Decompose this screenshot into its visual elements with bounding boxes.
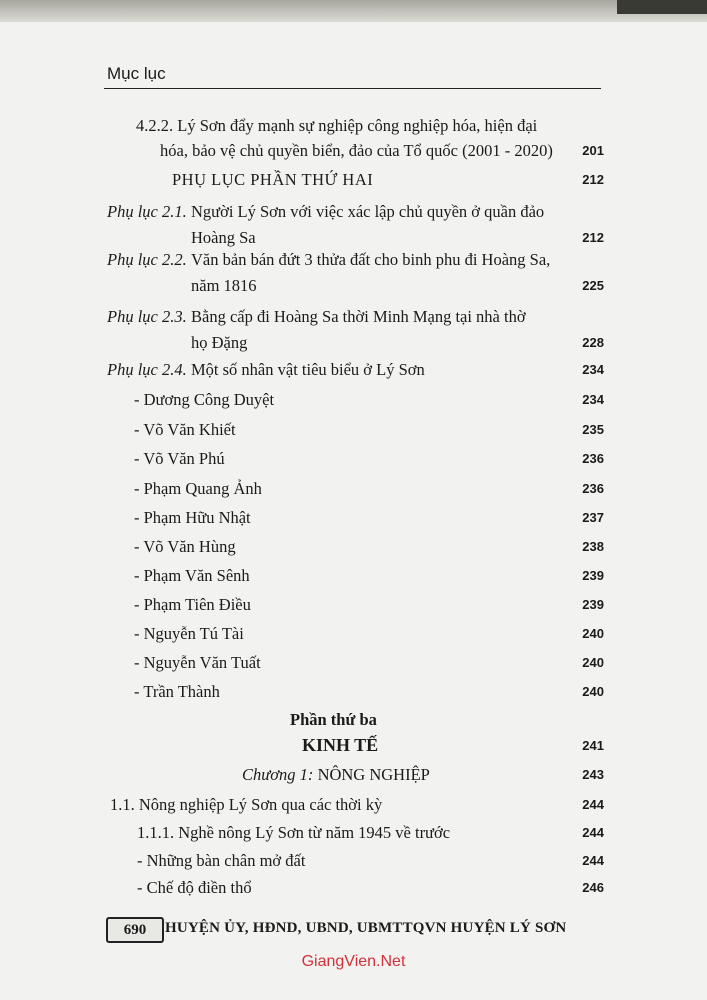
toc-page-number: 236 [582,451,604,466]
page-number-badge: 690 [106,917,164,943]
toc-page-number: 228 [582,335,604,350]
toc-entry-text: NÔNG NGHIỆP [313,765,430,784]
page-header-title: Mục lục [107,64,166,83]
toc-entry-text: PHỤ LỤC PHẦN THỨ HAI [172,170,374,189]
toc-entry-label: Phụ lục 2.3. [107,307,187,326]
toc-entry-text: - Dương Công Duyệt [134,390,275,409]
toc-entry-text: Bằng cấp đi Hoàng Sa thời Minh Mạng tại nhà thờ [191,307,526,326]
toc-entry-text: - Nguyễn Văn Tuất [134,653,261,672]
toc-page-number: 246 [582,880,604,895]
toc-entry-text: - Võ Văn Phú [134,449,225,468]
toc-page-number: 225 [582,278,604,293]
toc-entry-text: KINH TẾ [302,735,379,755]
toc-entry-text: - Phạm Văn Sênh [134,566,250,585]
toc-entry-label: Phụ lục 2.4. [107,360,187,379]
toc-entry-text: 1.1.1. Nghề nông Lý Sơn từ năm 1945 về trước [137,823,451,842]
toc-page-number: 237 [582,510,604,525]
toc-entry-text: Người Lý Sơn với việc xác lập chủ quyền ở quần đảo [191,202,545,221]
toc-page-number: 236 [582,481,604,496]
toc-entry-text: Hoàng Sa [191,228,256,247]
toc-page-number: 240 [582,684,604,699]
toc-page-number: 244 [582,853,604,868]
toc-entry-text: Phần thứ ba [290,710,377,729]
toc-entry-text: họ Đặng [191,333,248,352]
toc-page-number: 243 [582,767,604,782]
toc-entry-text: năm 1816 [191,276,257,295]
toc-entry-text: - Phạm Quang Ảnh [134,479,262,498]
toc-entry-text: 1.1. Nông nghiệp Lý Sơn qua các thời kỳ [110,795,383,814]
footer-title: HUYỆN ỦY, HĐND, UBND, UBMTTQVN HUYỆN LÝ SƠN [165,920,567,936]
toc-page-number: 244 [582,797,604,812]
header-divider [104,88,601,89]
toc-entry-text: - Những bàn chân mở đất [137,851,306,870]
toc-entry-text: - Nguyễn Tú Tài [134,624,244,643]
toc-page-number: 239 [582,568,604,583]
scan-top-edge [0,0,707,22]
toc-entry-label: Phụ lục 2.2. [107,250,187,269]
toc-entry-text: - Phạm Hữu Nhật [134,508,251,527]
toc-entry-text: 4.2.2. Lý Sơn đẩy mạnh sự nghiệp công nghiệp hóa, hiện đại [136,116,538,135]
toc-entry-label: Chương 1: [242,765,314,784]
toc-page-number: 234 [582,362,604,377]
toc-page-number: 201 [582,143,604,158]
toc-page-number: 244 [582,825,604,840]
watermark: GiangVien.Net [301,953,406,970]
toc-page-number: 238 [582,539,604,554]
toc-page-number: 241 [582,738,604,753]
toc-page-number: 240 [582,626,604,641]
toc-entry-text: - Võ Văn Hùng [134,537,236,556]
toc-entry-text: - Phạm Tiên Điều [134,595,251,614]
toc-entry-text: - Trần Thành [134,682,220,701]
toc-entry-text: Văn bản bán đứt 3 thửa đất cho binh phu đi Hoàng Sa, [191,250,551,269]
toc-entry-text: - Võ Văn Khiết [134,420,236,439]
toc-page-number: 212 [582,230,604,245]
toc-entry-text: - Chế độ điền thổ [137,878,252,897]
toc-page-number: 240 [582,655,604,670]
toc-entry-label: Phụ lục 2.1. [107,202,187,221]
toc-entry-text: hóa, bảo vệ chủ quyền biển, đảo của Tổ quốc (2001 - 2020) [160,141,553,160]
toc-page-number: 234 [582,392,604,407]
toc-entry-text: Một số nhân vật tiêu biểu ở Lý Sơn [191,360,425,379]
toc-page-number: 235 [582,422,604,437]
toc-page-number: 239 [582,597,604,612]
toc-page-number: 212 [582,172,604,187]
